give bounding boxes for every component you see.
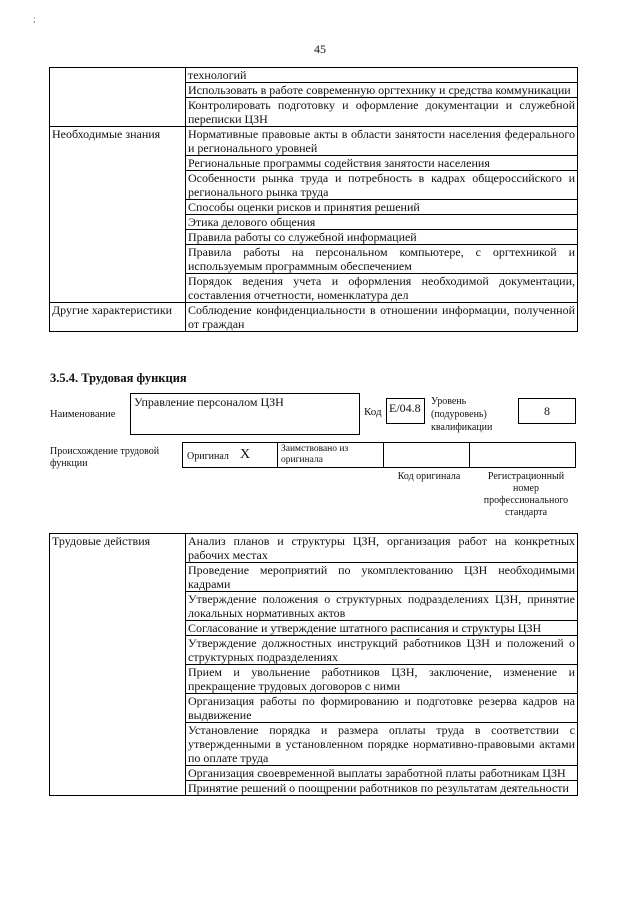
- table-row: [50, 68, 578, 83]
- origin-box: [182, 442, 576, 468]
- borrowed-label: Заимствовано из оригинала: [281, 444, 349, 465]
- row-label: [50, 68, 186, 127]
- divider: [383, 443, 384, 467]
- row-label: Другие характеристики: [50, 303, 186, 332]
- code-label: Код: [364, 406, 382, 418]
- code-value: E/04.8: [386, 398, 425, 424]
- table-cell: Проведение мероприятий по укомплектованию ЦЗН необходимыми кадрами: [186, 563, 578, 592]
- table-cell: Утверждение положения о структурных подразделениях ЦЗН, принятие локальных нормативных актов: [186, 592, 578, 621]
- table-row: [50, 303, 578, 332]
- row-label: Трудовые действия: [50, 534, 186, 796]
- table-row: [50, 127, 578, 156]
- original-mark: X: [240, 447, 251, 462]
- code-original-caption: Код оригинала: [397, 471, 461, 482]
- table-cell: Способы оценки рисков и принятия решений: [186, 200, 578, 215]
- table-cell: Нормативные правовые акты в области занятости населения федерального и регионального уровней: [186, 127, 578, 156]
- page-number: 45: [314, 42, 326, 56]
- table-cell: Правила работы на персональном компьютере, с оргтехникой и используемым программным обеспечением: [186, 245, 578, 274]
- table-cell: Анализ планов и структуры ЦЗН, организация работ на конкретных рабочих местах: [186, 534, 578, 563]
- original-label: Оригинал: [187, 451, 229, 462]
- table-cell: Соблюдение конфиденциальности в отношении информации, полученной от граждан: [186, 303, 578, 332]
- table-cell: Согласование и утверждение штатного расписания и структуры ЦЗН: [186, 621, 578, 636]
- table-cell: Прием и увольнение работников ЦЗН, заключение, изменение и прекращение трудовых договоров с ними: [186, 665, 578, 694]
- table-cell: Контролировать подготовку и оформление документации и служебной переписки ЦЗН: [186, 98, 578, 127]
- level-label: Уровень (подуровень) квалификации: [431, 396, 493, 433]
- divider: [469, 443, 470, 467]
- section-title: 3.5.4. Трудовая функция: [50, 371, 187, 385]
- table-cell: Организация работы по формированию и подготовке резерва кадров на выдвижение: [186, 694, 578, 723]
- origin-label: Происхождение трудовой функции: [50, 446, 160, 469]
- table-cell: Утверждение должностных инструкций работников ЦЗН и положений о структурных подразделениях: [186, 636, 578, 665]
- table-cell: Организация своевременной выплаты заработной платы работникам ЦЗН: [186, 766, 578, 781]
- table-row: [50, 534, 578, 563]
- table-cell: Порядок ведения учета и оформления необходимой документации, составления отчетности, номенклатура дел: [186, 274, 578, 303]
- registration-caption: Регистрационный номер профессионального стандарта: [483, 471, 569, 518]
- corner-mark: ;: [33, 14, 36, 24]
- name-value: Управление персоналом ЦЗН: [130, 393, 360, 435]
- table-cell: Особенности рынка труда и потребность в кадрах общероссийского и регионального рынка труда: [186, 171, 578, 200]
- table-cell: Этика делового общения: [186, 215, 578, 230]
- table-cell: Правила работы со служебной информацией: [186, 230, 578, 245]
- divider: [277, 443, 278, 467]
- knowledge-table: [49, 67, 578, 332]
- table-cell: Региональные программы содействия занятости населения: [186, 156, 578, 171]
- actions-table: [49, 533, 578, 796]
- table-cell: Принятие решений о поощрении работников по результатам деятельности: [186, 781, 578, 796]
- row-label: Необходимые знания: [50, 127, 186, 303]
- name-label: Наименование: [50, 409, 116, 420]
- level-value: 8: [518, 398, 576, 424]
- table-cell: Использовать в работе современную оргтехнику и средства коммуникации: [186, 83, 578, 98]
- table-cell: технологий: [186, 68, 578, 83]
- table-cell: Установление порядка и размера оплаты труда в соответствии с утвержденными в установленном порядке нормативно-правовыми актами по оплате труда: [186, 723, 578, 766]
